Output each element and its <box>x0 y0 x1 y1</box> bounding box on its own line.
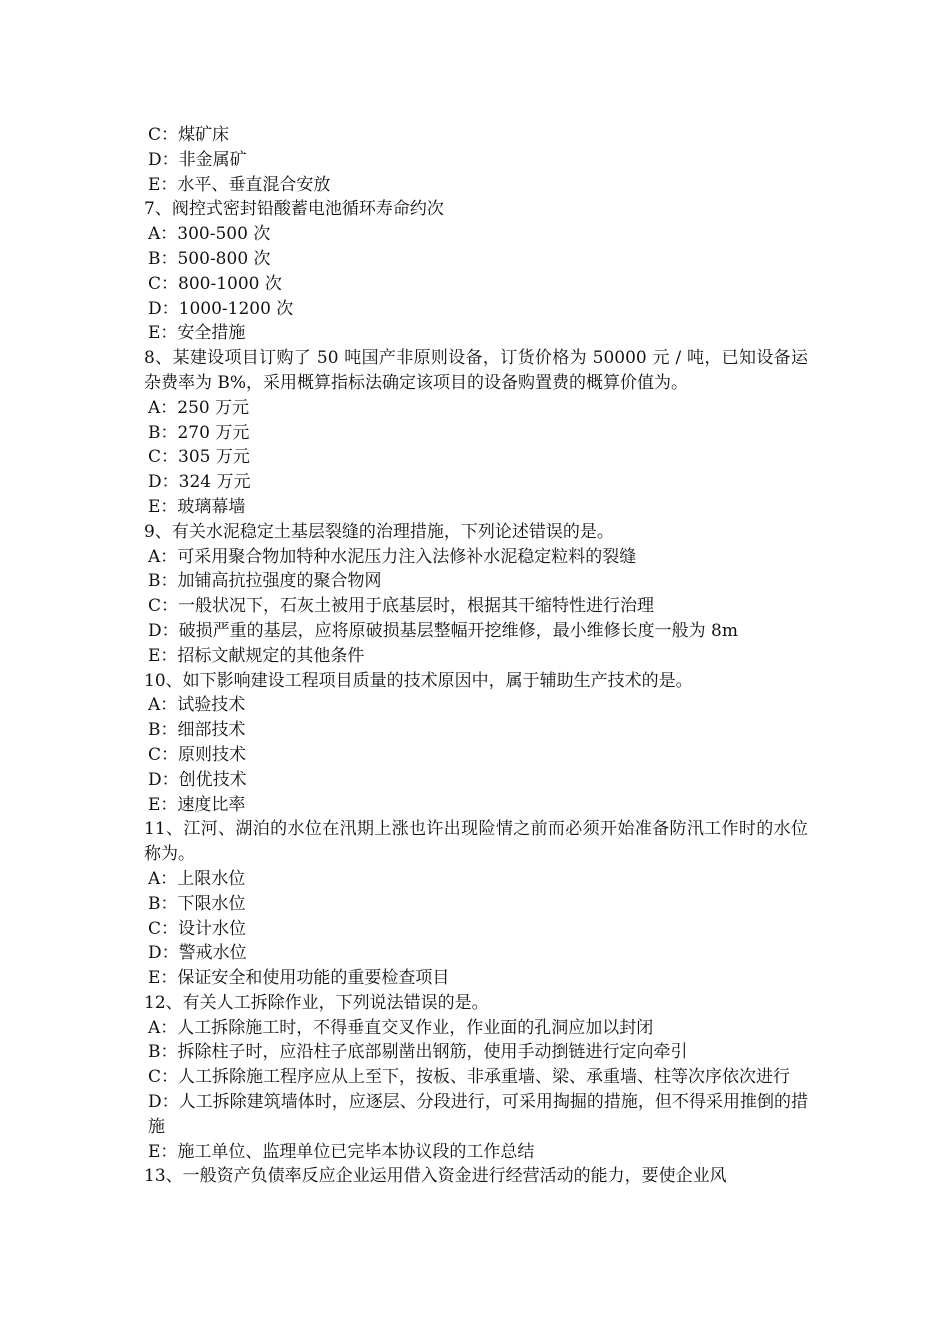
option-line: E：施工单位、监理单位已完毕本协议段的工作总结 <box>148 1141 535 1162</box>
option-line: C：一般状况下，石灰土被用于底基层时，根据其干缩特性进行治理 <box>148 596 655 617</box>
option-line: B：下限水位 <box>148 893 246 914</box>
question-7: 7、阀控式密封铅酸蓄电池循环寿命约次 <box>144 199 444 220</box>
option-line: E：安全措施 <box>148 323 246 344</box>
option-line: E：招标文献规定的其他条件 <box>148 645 365 666</box>
option-line: D：人工拆除建筑墙体时，应逐层、分段进行，可采用掏掘的措施，但不得采用推倒的措施 <box>148 1092 808 1137</box>
option-line: A：试验技术 <box>148 695 246 716</box>
option-line: E：保证安全和使用功能的重要检查项目 <box>148 968 450 989</box>
option-line: B：拆除柱子时，应沿柱子底部剔凿出钢筋，使用手动捯链进行定向牵引 <box>148 1042 688 1063</box>
option-line: C：人工拆除施工程序应从上至下，按板、非承重墙、梁、承重墙、柱等次序依次进行 <box>148 1067 791 1088</box>
question-12: 12、有关人工拆除作业，下列说法错误的是。 <box>144 992 489 1013</box>
option-line: D：创优技术 <box>148 769 247 790</box>
option-line: A：可采用聚合物加特种水泥压力注入法修补水泥稳定粒料的裂缝 <box>148 546 637 567</box>
option-line: B：500-800 次 <box>148 248 271 269</box>
option-line: B：加铺高抗拉强度的聚合物网 <box>148 571 382 592</box>
option-line: B：270 万元 <box>148 422 250 443</box>
option-line: D：非金属矿 <box>148 149 247 170</box>
question-8: 8、某建设项目订购了 50 吨国产非原则设备，订货价格为 50000 元 / 吨，已知设备运杂费率为 B%，采用概算指标法确定该项目的设备购置费的概算价值为。 <box>144 348 808 393</box>
option-line: B：细部技术 <box>148 720 246 741</box>
question-13: 13、一般资产负债率反应企业运用借入资金进行经营活动的能力，要使企业风 <box>144 1166 727 1187</box>
option-line: E：水平、垂直混合安放 <box>148 174 331 195</box>
question-9: 9、有关水泥稳定土基层裂缝的治理措施，下列论述错误的是。 <box>144 521 614 542</box>
document-page <box>144 123 808 1189</box>
option-line: D：破损严重的基层，应将原破损基层整幅开挖维修，最小维修长度一般为 8m <box>148 620 738 641</box>
option-line: C：原则技术 <box>148 744 247 765</box>
question-10: 10、如下影响建设工程项目质量的技术原因中，属于辅助生产技术的是。 <box>144 670 693 691</box>
option-line: A：300-500 次 <box>148 224 271 245</box>
option-line: C：800-1000 次 <box>148 273 282 294</box>
option-line: C：305 万元 <box>148 447 250 468</box>
option-line: A：人工拆除施工时，不得垂直交叉作业，作业面的孔洞应加以封闭 <box>148 1017 654 1038</box>
option-line: E：玻璃幕墙 <box>148 496 246 517</box>
option-line: C：设计水位 <box>148 918 247 939</box>
option-line: A：上限水位 <box>148 868 246 889</box>
question-11: 11、江河、湖泊的水位在汛期上涨也许出现险情之前而必须开始准备防汛工作时的水位称为。 <box>144 819 808 865</box>
option-line: C：煤矿床 <box>148 125 230 145</box>
option-line: E：速度比率 <box>148 794 246 815</box>
option-line: D：1000-1200 次 <box>148 298 294 319</box>
option-line: D：324 万元 <box>148 472 251 493</box>
option-line: D：警戒水位 <box>148 943 247 964</box>
option-line: A：250 万元 <box>148 397 250 418</box>
